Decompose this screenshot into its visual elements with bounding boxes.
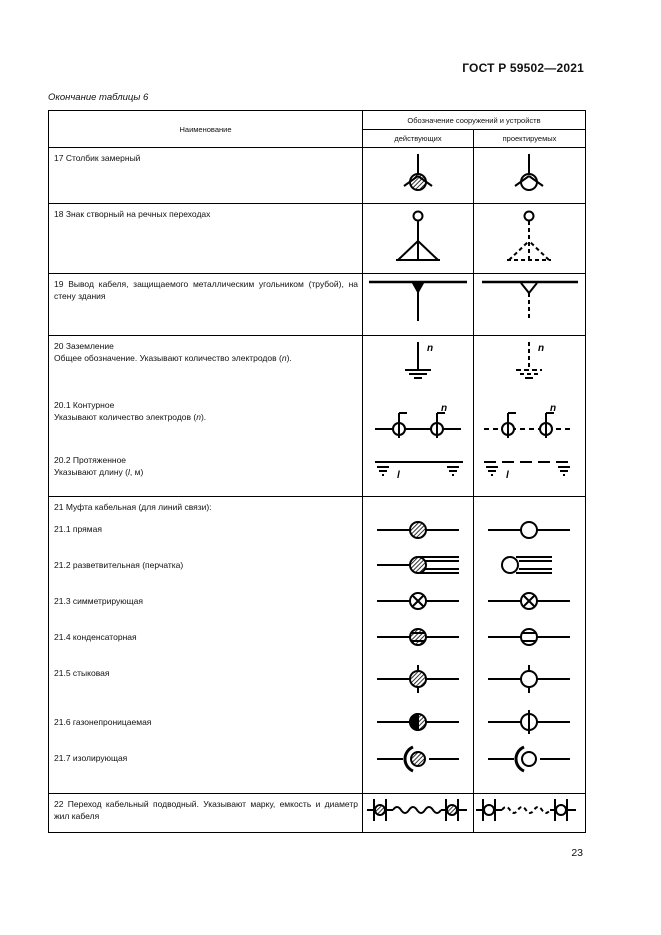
- row-20-1-title: 20.1 Контурное: [54, 400, 115, 410]
- row-21-6-label: 21.6 газонепроницаемая: [54, 717, 152, 727]
- row-22-name: [49, 794, 363, 833]
- row-22-existing-symbol: [363, 794, 474, 833]
- n-label: n: [550, 403, 557, 414]
- head-designed: проектируемых: [474, 130, 586, 148]
- row-21-5-label: 21.5 стыковая: [54, 668, 110, 678]
- row-19-designed-symbol: [474, 274, 586, 336]
- symbols-table: [48, 110, 586, 833]
- row-22-designed-symbol: [474, 794, 586, 833]
- row-20-1-text: Указывают количество электродов (n).: [54, 412, 207, 422]
- row-17-existing-symbol: [363, 148, 474, 204]
- l-label: l: [397, 470, 400, 481]
- row-17-designed-symbol: [474, 148, 586, 204]
- row-18-name: [49, 204, 363, 274]
- row-21-3-label: 21.3 симметрирующая: [54, 596, 143, 606]
- row-18-label: 18 Знак створный на речных переходах: [54, 209, 211, 219]
- row-20-2-title: 20.2 Протяженное: [54, 455, 127, 465]
- row-21-7-label: 21.7 изолирующая: [54, 753, 128, 763]
- row-18-designed-symbol: [474, 204, 586, 274]
- n-label: n: [427, 343, 434, 354]
- head-existing: действующих: [363, 130, 474, 148]
- l-label: l: [506, 470, 509, 481]
- head-name: Наименование: [49, 111, 363, 148]
- row-22-label: 22 Переход кабельный подводный. Указывают марку, емкость и диаметр жил кабеля: [54, 799, 358, 821]
- row-19-existing-symbol: [363, 274, 474, 336]
- row-17-label: 17 Столбик замерный: [54, 153, 141, 163]
- row-20-name: [49, 336, 363, 497]
- table-caption: Окончание таблицы 6: [48, 92, 149, 103]
- row-21-2-label: 21.2 разветвительная (перчатка): [54, 560, 184, 570]
- row-20-designed-symbol: [474, 336, 586, 497]
- n-label: n: [538, 343, 545, 354]
- row-21-4-label: 21.4 конденсаторная: [54, 632, 137, 642]
- row-20-text: Общее обозначение. Указывают количество электродов (n).: [54, 353, 292, 363]
- n-label: n: [441, 403, 448, 414]
- head-designation: Обозначение сооружений и устройств: [363, 111, 586, 130]
- row-20-existing-symbol: [363, 336, 474, 497]
- standard-number: ГОСТ Р 59502—2021: [462, 61, 584, 75]
- row-21-existing-symbol: [363, 497, 474, 794]
- row-18-existing-symbol: [363, 204, 474, 274]
- row-20-title: 20 Заземление: [54, 341, 114, 351]
- row-20-2-text: Указывают длину (l, м): [54, 467, 144, 477]
- row-21-1-label: 21.1 прямая: [54, 524, 102, 534]
- row-19-label: 19 Вывод кабеля, защищаемого металлическим угольником (трубой), на стену здания: [54, 279, 358, 301]
- row-21-name: [49, 497, 363, 794]
- row-21-title: 21 Муфта кабельная (для линий связи):: [54, 502, 212, 512]
- row-19-name: [49, 274, 363, 336]
- page-number: 23: [571, 847, 583, 859]
- row-17-name: [49, 148, 363, 204]
- row-21-designed-symbol: [474, 497, 586, 794]
